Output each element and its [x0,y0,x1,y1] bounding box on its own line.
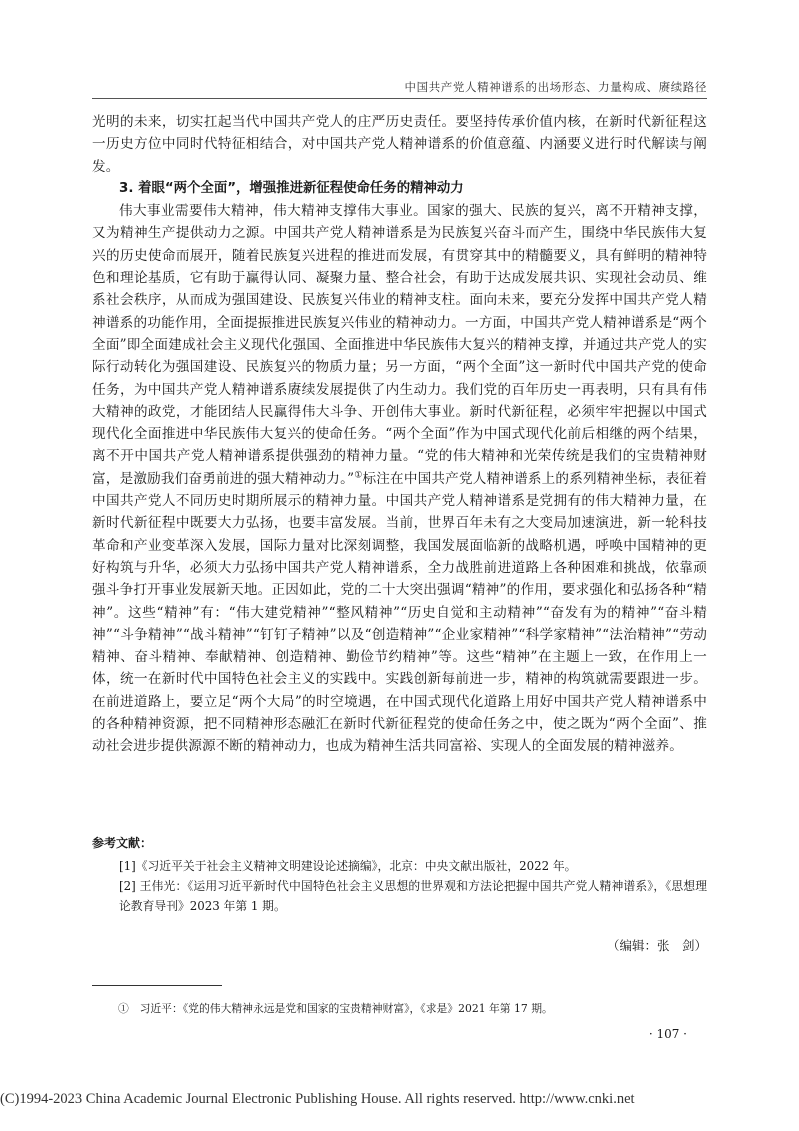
reference-item: [1]《习近平关于社会主义精神文明建设论述摘编》，北京：中央文献出版社，2022 年。 [119,859,577,873]
paragraph: 光明的未来，切实扛起当代中国共产党人的庄严历史责任。要坚持传承价值内核，在新时代新征程这一历史方位中同时代特征相结合，对中国共产党人精神谱系的价值意蕴、内涵要义进行时代解读与阐发。 [92,114,707,175]
page-number: · 107 · [648,1027,687,1041]
section-heading: 3. 着眼“两个全面”，增强推进新征程使命任务的精神动力 [119,180,464,196]
footnote-marker[interactable]: ① [354,470,363,481]
paragraph [92,200,707,757]
footnote: ① 习近平：《党的伟大精神永远是党和国家的宝贵精神财富》，《求是》2021 年第 17 期。 [118,1002,553,1015]
reference-item: [2] 王伟光：《运用习近平新时代中国特色社会主义思想的世界观和方法论把握中国共产党人精神谱系》，《思想理论教育导刊》2023 年第 1 期。 [119,879,707,913]
footnote-rule [92,985,222,986]
header-rule [92,98,707,99]
references-title: 参考文献： [92,836,153,850]
references [92,833,707,916]
paragraph-text: 伟大事业需要伟大精神，伟大精神支撑伟大事业。国家的强大、民族的复兴，离不开精神支撑，又为精神生产提供动力之源。中国共产党人精神谱系是为民族复兴奋斗而产生，围绕中华民族伟大复兴的历史使命而展开，随着民族复兴进程的推进而发展，有贯穿其中的精髓要义，具有鲜明的精神特色和理论基质，它有助于赢得认同、凝聚力量、整合社会，有助于达成发展共识、实现社会动员、维系社会秩序，从而成为强国建设、民族复兴伟业的精神支柱。面向未来，要充分发挥中国共产党人精神谱系的功能作用，全面提振推进民族复兴伟业的精神动力。一方面，中国共产党人精神谱系是“两个全面”即全面建成社会主义现代化强国、全面推进中华民族伟大复兴的精神支撑，并通过共产党人的实际行动转化为强国建设、民族复兴的物质力量；另一方面，“两个全面”这一新时代中国共产党的使命任务，为中国共产党人精神谱系赓续发展提供了内生动力。我们党的百年历史一再表明，只有具有伟大精神的政党，才能团结人民赢得伟大斗争、开创伟大事业。新时代新征程，必须牢牢把握以中国式现代化全面推进中华民族伟大复兴的使命任务。“两个全面”作为中国式现代化前后相继的两个结果，离不开中国共产党人精神谱系提供强劲的精神力量。“党的伟大精神和光荣传统是我们的宝贵精神财富，是激励我们奋勇前进的强大精神动力。” [92,203,707,487]
editor-credit: （编辑：张 剑） [606,938,707,953]
paragraph-text: 标注在中国共产党人精神谱系上的系列精神坐标，表征着中国共产党人不同历史时期所展示的精神力量。中国共产党人精神谱系是党拥有的伟大精神力量，在新时代新征程中既要大力弘扬，也要丰富发展。当前，世界百年未有之大变局加速演进，新一轮科技革命和产业变革深入发展，国际力量对比深刻调整，我国发展面临新的战略机遇，呼唤中国精神的更好构筑与升华，必须大力弘扬中国共产党人精神谱系，全力战胜前进道路上各种困难和挑战，依靠顽强斗争打开事业发展新天地。正因如此，党的二十大突出强调“精神”的作用，要求强化和弘扬各种“精神”。这些“精神”有：“伟大建党精神”“整风精神”“历史自觉和主动精神”“奋发有为的精神”“奋斗精神”“斗争精神”“战斗精神”“钉钉子精神”以及“创造精神”“企业家精神”“科学家精神”“法治精神”“劳动精神、奋斗精神、奉献精神、创造精神、勤俭节约精神”等。这些“精神”在主题上一致，在作用上一体，统一在新时代中国特色社会主义的实践中。实践创新每前进一步，精神的构筑就需要跟进一步。在前进道路上，要立足“两个大局”的时空境遇，在中国式现代化道路上用好中国共产党人精神谱系中的各种精神资源，把不同精神形态融汇在新时代新征程党的使命任务之中，使之既为“两个全面”、推动社会进步提供源源不断的精神动力，也成为精神生活共同富裕、实现人的全面发展的精神滋养。 [92,470,707,755]
article-body [92,111,707,758]
copyright-line: (C)1994-2023 China Academic Journal Electronic Publishing House. All rights reserved. http://www.cnki.net [0,1091,635,1107]
running-head: 中国共产党人精神谱系的出场形态、力量构成、赓续路径 [404,80,707,94]
